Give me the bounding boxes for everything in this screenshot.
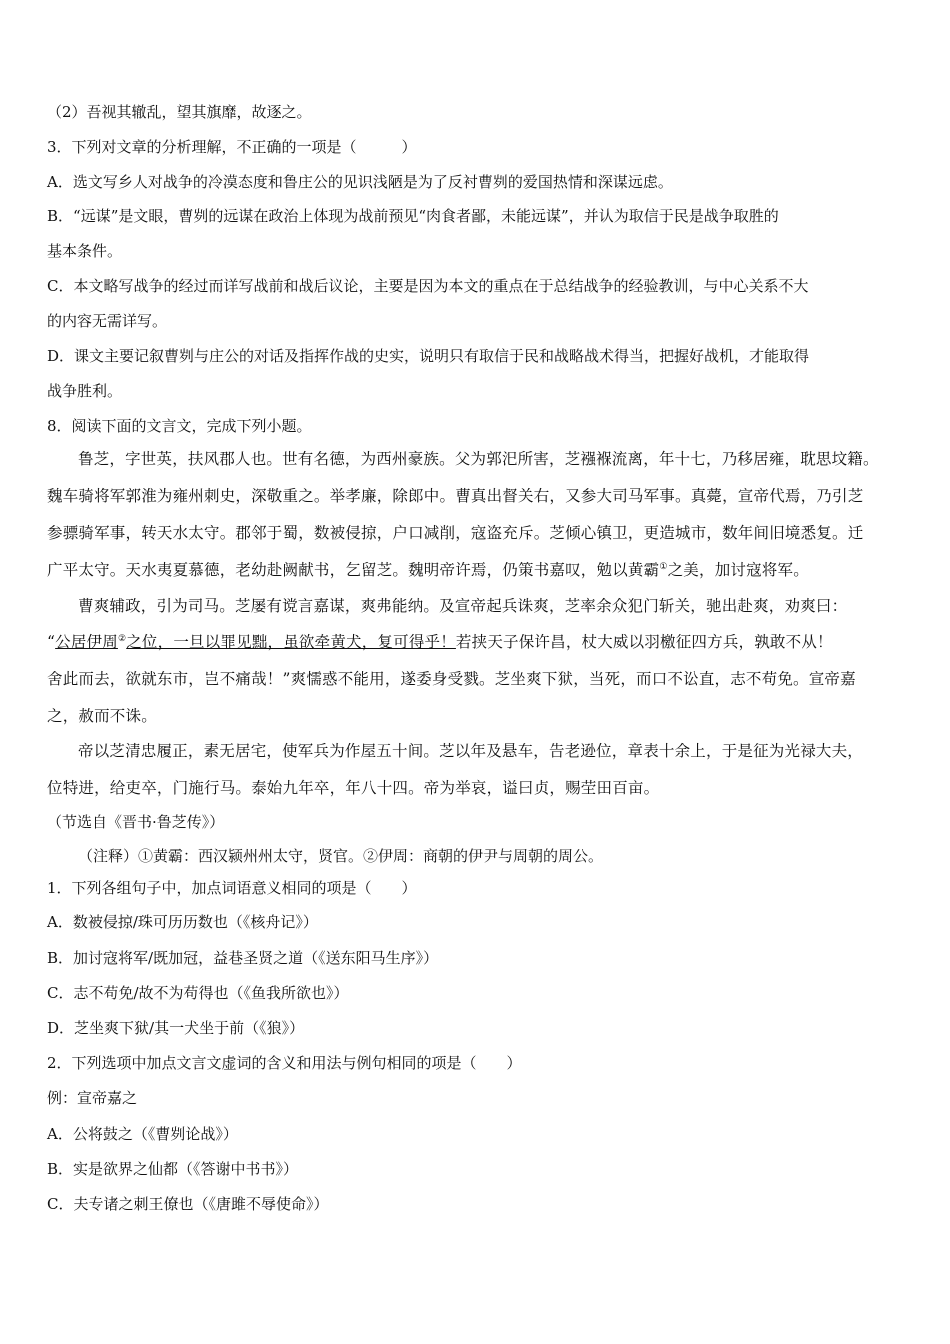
q1-option-d: D．芝坐爽下狱/其一犬坐于前（《狼》） bbox=[47, 1019, 305, 1037]
q1-option-b: B．加讨寇将军/既加冠，益巷圣贤之道（《送东阳马生序》） bbox=[47, 949, 439, 967]
passage-line: 魏车骑将军郭淮为雍州刺史，深敬重之。举孝廉，除郎中。曹真出督关右，又参大司马军事。真薨，宣帝代焉，乃引芝 bbox=[47, 487, 864, 505]
passage-line: 曹爽辅政，引为司马。芝屡有谠言嘉谋，爽弗能纳。及宣帝起兵诛爽，芝率余众犯门斩关，驰出赴爽，劝爽曰： bbox=[78, 597, 848, 615]
option-b: B．“远谋”是文眼，曹刿的远谋在政治上体现为战前预见“肉食者鄙，未能远谋”，并认为取信于民是战争取胜的 bbox=[47, 207, 779, 225]
passage-text: 若挟天子保许昌，杖大威以羽檄征四方兵，孰敢不从！ bbox=[455, 633, 833, 651]
question-3: 3．下列对文章的分析理解，不正确的一项是（ ） bbox=[47, 138, 417, 156]
footnote-mark: ① bbox=[659, 561, 668, 572]
option-c-cont: 的内容无需详写。 bbox=[47, 312, 168, 330]
q2-option-c: C．夫专诸之刺王僚也（《唐雎不辱使命》） bbox=[47, 1195, 329, 1213]
text-line: （2）吾视其辙乱，望其旗靡，故逐之。 bbox=[47, 103, 312, 121]
question-2: 2．下列选项中加点文言文虚词的含义和用法与例句相同的项是（ ） bbox=[47, 1054, 522, 1072]
footnote-mark: ② bbox=[117, 633, 127, 644]
option-a: A．选文写乡人对战争的冷漠态度和鲁庄公的见识浅陋是为了反衬曹刿的爱国热情和深谋远虑。 bbox=[47, 173, 673, 191]
q2-option-b: B．实是欲界之仙都（《答谢中书书》） bbox=[47, 1160, 299, 1178]
passage-line bbox=[47, 632, 833, 652]
q2-example: 例：宣帝嘉之 bbox=[47, 1089, 138, 1107]
q1-option-c: C．志不苟免/故不为苟得也（《鱼我所欲也》） bbox=[47, 984, 349, 1002]
q2-option-a: A．公将鼓之（《曹刿论战》） bbox=[47, 1125, 238, 1143]
q1-option-a: A．数被侵掠/珠可历历数也（《核舟记》） bbox=[47, 913, 318, 931]
passage-text: 广平太守。天水夷夏慕德，老幼赴阙献书，乞留芝。魏明帝许焉，仍策书嘉叹，勉以黄霸 bbox=[47, 561, 660, 579]
question-1: 1．下列各组句子中，加点词语意义相同的项是（ ） bbox=[47, 879, 417, 897]
underlined-sentence: 之位，一旦以罪见黜，虽欲牵黄犬，复可得乎！ bbox=[126, 633, 456, 651]
passage-line: 帝以芝清忠履正，素无居宅，使军兵为作屋五十间。芝以年及悬车，告老逊位，章表十余上，于是征为光禄大夫， bbox=[78, 742, 864, 760]
option-d: D．课文主要记叙曹刿与庄公的对话及指挥作战的史实，说明只有取信于民和战略战术得当，把握好战机，才能取得 bbox=[47, 347, 810, 365]
passage-line: 参骠骑军事，转天水太守。郡邻于蜀，数被侵掠，户口减削，寇盗充斥。芝倾心镇卫，更造城市，数年间旧境悉复。迁 bbox=[47, 524, 864, 542]
passage-text: “ bbox=[47, 633, 56, 651]
annotation: （注释）①黄霸：西汉颍州州太守，贤官。②伊周：商朝的伊尹与周朝的周公。 bbox=[78, 847, 604, 865]
option-d-cont: 战争胜利。 bbox=[47, 382, 123, 400]
option-b-cont: 基本条件。 bbox=[47, 242, 123, 260]
passage-line: 位特进，给吏卒，门施行马。泰始九年卒，年八十四。帝为举哀，谥曰贞，赐茔田百亩。 bbox=[47, 779, 660, 797]
passage-line: 之，赦而不诛。 bbox=[47, 707, 157, 725]
passage-line: 舍此而去，欲就东市，岂不痛哉！”爽懦惑不能用，遂委身受戮。芝坐爽下狱，当死，而口不讼直，志不苟免。宣帝嘉 bbox=[47, 670, 856, 688]
section-8-heading: 8．阅读下面的文言文，完成下列小题。 bbox=[47, 417, 312, 435]
passage-line bbox=[47, 560, 809, 580]
passage-text: 之美，加讨寇将军。 bbox=[667, 561, 809, 579]
underlined-sentence: 公居伊周 bbox=[55, 633, 118, 651]
passage-line: 鲁芝，字世英，扶风郡人也。世有名德，为西州豪族。父为郭汜所害，芝襁褓流离，年十七，乃移居雍，耽思坟籍。 bbox=[78, 450, 879, 468]
option-c: C．本文略写战争的经过而详写战前和战后议论，主要是因为本文的重点在于总结战争的经验教训，与中心关系不大 bbox=[47, 277, 809, 295]
passage-source: （节选自《晋书·鲁芝传》） bbox=[47, 813, 225, 831]
